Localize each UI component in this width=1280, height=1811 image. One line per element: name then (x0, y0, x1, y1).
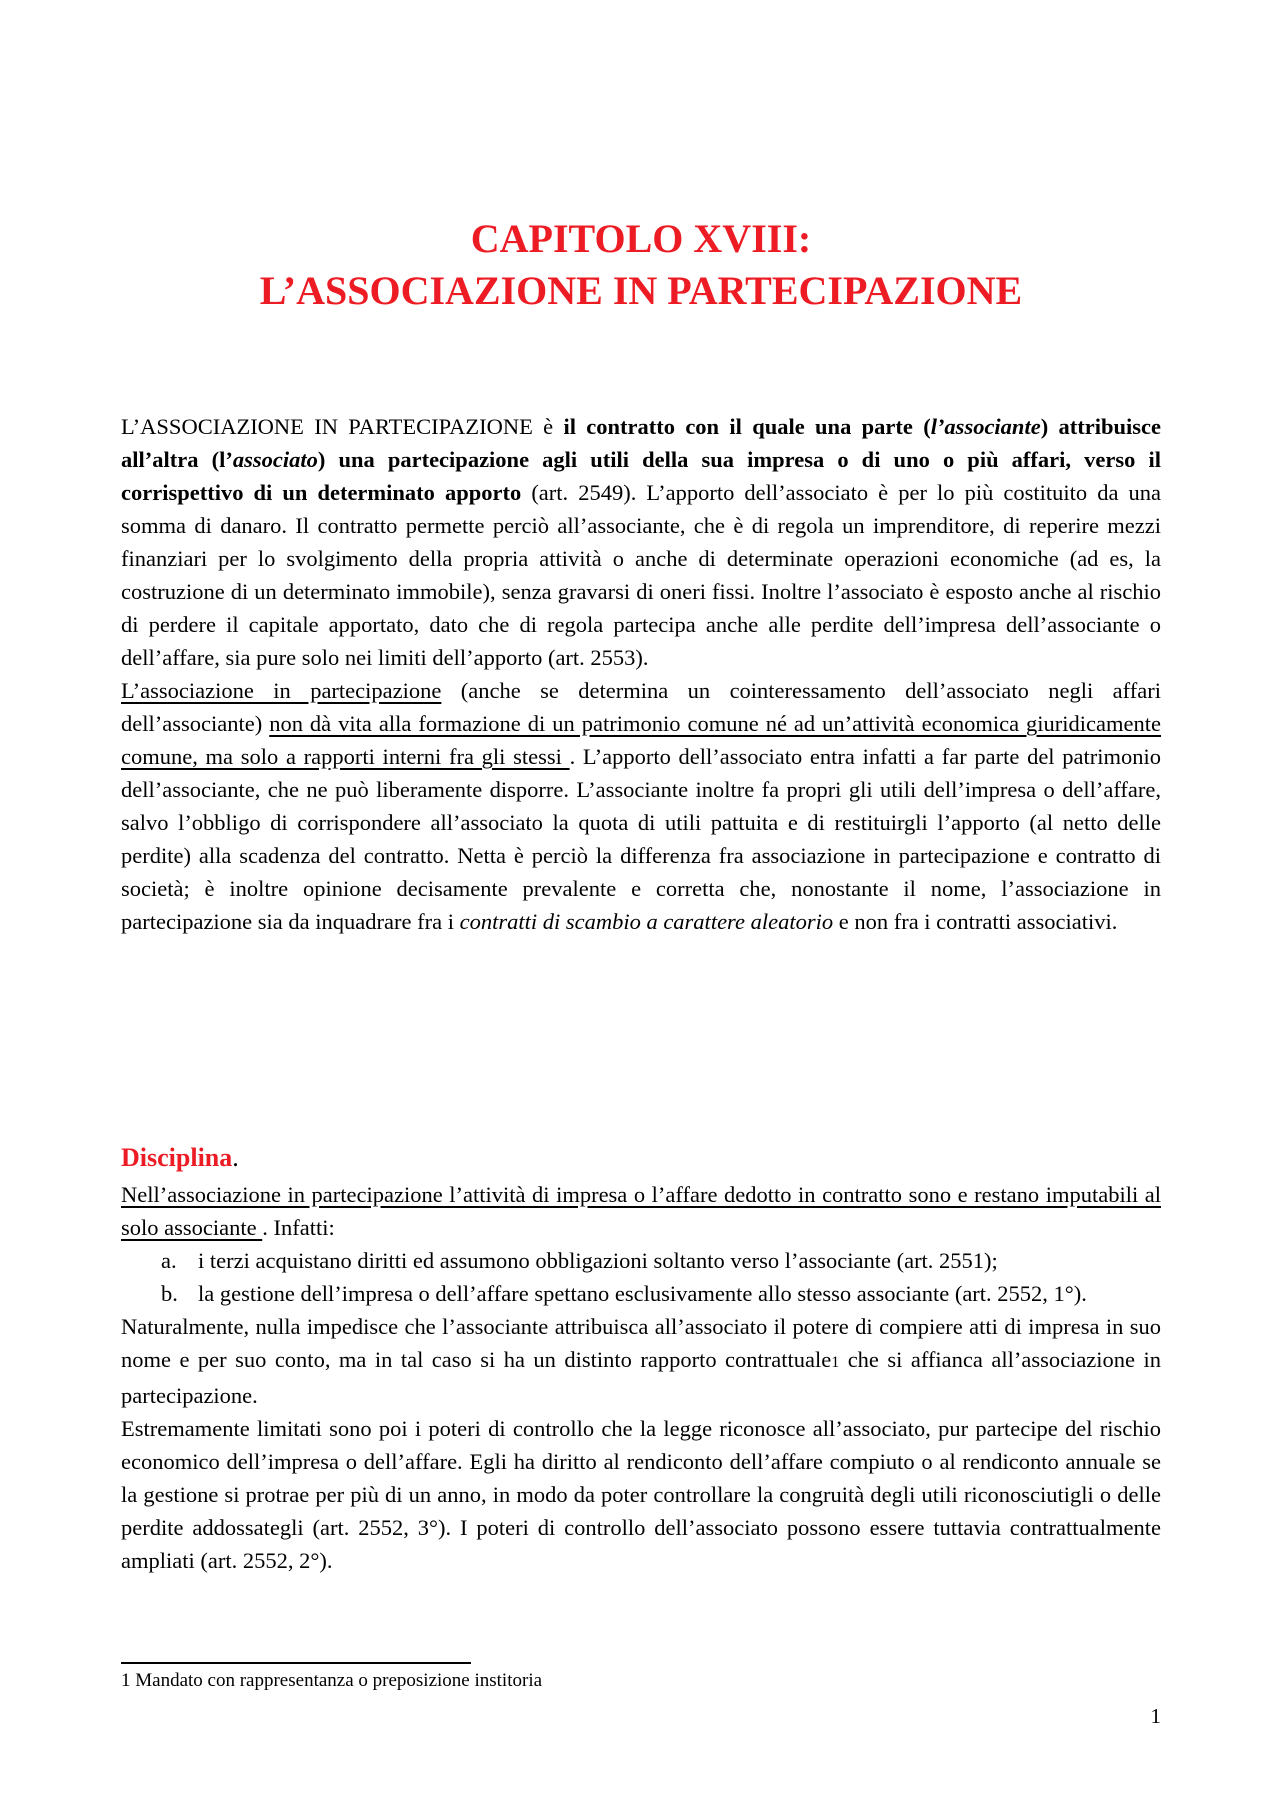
text-run: L’ASSOCIAZIONE IN PARTECIPAZIONE è (121, 414, 564, 439)
section-heading-text: Disciplina (121, 1143, 233, 1172)
underlined-run: non dà vita alla formazione di un patrimonio comune né ad un’attività economica giuridicamente comune, ma solo a rapporti interni fra gli stessi (121, 711, 1162, 769)
footnote-number: 1 (121, 1670, 131, 1691)
discipline-paragraph-1 (121, 1178, 1161, 1244)
page-number: 1 (1150, 1704, 1161, 1728)
text-run: . Infatti: (262, 1215, 335, 1240)
text-run: . L’apporto dell’associato entra infatti a far parte del patrimonio dell’associante, che ne può liberamente disporre. L’associante inoltre fa propri gli utili dell’impresa o dell’affare, salvo l’obbligo di corrispondere all’associato la quota di utili pattuita e di restituirgli l’apporto (al netto delle perdite) alla scadenza del contratto. Netta è perciò la differenza fra associazione in partecipazione e contratto di società; è inoltre opinione decisamente prevalente e corretta che, nonostante il nome, l’associazione in partecipazione sia da inquadrare fra i (121, 744, 1161, 934)
text-run: che si affianca all’associazione in partecipazione. (121, 1347, 1162, 1408)
footnote-text: Mandato con rappresentanza o preposizione institoria (130, 1670, 543, 1691)
discipline-list (121, 1244, 1161, 1310)
text-run: Naturalmente, nulla impedisce che l’associante attribuisca all’associato il potere di compiere atti di impresa in suo nome e per suo conto, ma in tal caso si ha un distinto rapporto contrattuale (121, 1314, 1161, 1372)
text-run: e non fra i contratti associativi. (833, 909, 1118, 934)
discipline-paragraph-2 (121, 1310, 1161, 1412)
bold-italic-run: l’associante (930, 414, 1041, 439)
text-run: (art. 2549). L’apporto dell’associato è per lo più costituito da una somma di danaro. Il contratto permette perciò all’associante, che è di regola un imprenditore, di reperire mezzi finanziari per lo svolgimento della propria attività o anche di determinate operazioni economiche (ad es, la costruzione di un determinato immobile), senza gravarsi di oneri fissi. Inoltre l’associato è esposto anche al rischio di perdere il capitale apportato, dato che di regola partecipa anche alle perdite dell’impresa dell’associante o dell’affare, sia pure solo nei limiti dell’apporto (art. 2553). (121, 480, 1162, 670)
bold-italic-run: associato (232, 447, 318, 472)
intro-section (121, 410, 1161, 938)
underlined-run: L’associazione in partecipazione (121, 678, 442, 703)
italic-run: contratti di scambio a carattere aleatorio (459, 909, 834, 934)
bold-run: ) attribuisce all’altra (l’ (121, 414, 1161, 472)
underlined-run: Nell’associazione in partecipazione l’attività di impresa o l’affare dedotto in contratto sono e restano imputabili al solo associante (121, 1182, 1161, 1240)
chapter-title-line-2: L’ASSOCIAZIONE IN PARTECIPAZIONE (259, 268, 1023, 313)
chapter-title (121, 213, 1161, 317)
document-page (121, 0, 1161, 1811)
discipline-paragraph-3: Estremamente limitati sono poi i poteri di controllo che la legge riconosce all’associato, pur partecipe del rischio economico dell’impresa o dell’affare. Egli ha diritto al rendiconto dell’affare compiuto o al rendiconto annuale se la gestione si protrae per più di un anno, in modo da poter controllare la congruità degli utili riconosciutigli o delle perdite addossategli (art. 2552, 3°). I poteri di controllo dell’associato possono essere tuttavia contrattualmente ampliati (art. 2552, 2°). (121, 1416, 1161, 1573)
chapter-title-line-1: CAPITOLO XVIII: (470, 216, 812, 261)
intro-paragraph-2 (121, 674, 1161, 938)
footnote-separator (121, 1662, 471, 1664)
bold-run: il contratto con il quale una parte ( (563, 414, 931, 439)
footnote (121, 1668, 542, 1694)
section-heading-disciplina (121, 1140, 239, 1176)
footnote-reference[interactable]: 1 (831, 1354, 840, 1371)
list-item (121, 1277, 1161, 1310)
list-item-text: la gestione dell’impresa o dell’affare spettano esclusivamente allo stesso associante (art. 2552, 1°). (198, 1281, 1087, 1306)
list-marker: b. (161, 1281, 178, 1306)
list-item (121, 1244, 1161, 1277)
list-item-text: i terzi acquistano diritti ed assumono obbligazioni soltanto verso l’associante (art. 2551); (198, 1248, 998, 1273)
intro-paragraph-1 (121, 410, 1161, 674)
discipline-section (121, 1178, 1161, 1577)
bold-run: ) una partecipazione agli utili della sua impresa o di uno o più affari, verso il corrispettivo di un determinato apporto (121, 447, 1161, 505)
text-run: (anche se determina un cointeressamento dell’associato negli affari dell’associante) (121, 678, 1161, 736)
section-heading-dot: . (232, 1143, 239, 1172)
list-marker: a. (161, 1248, 177, 1273)
